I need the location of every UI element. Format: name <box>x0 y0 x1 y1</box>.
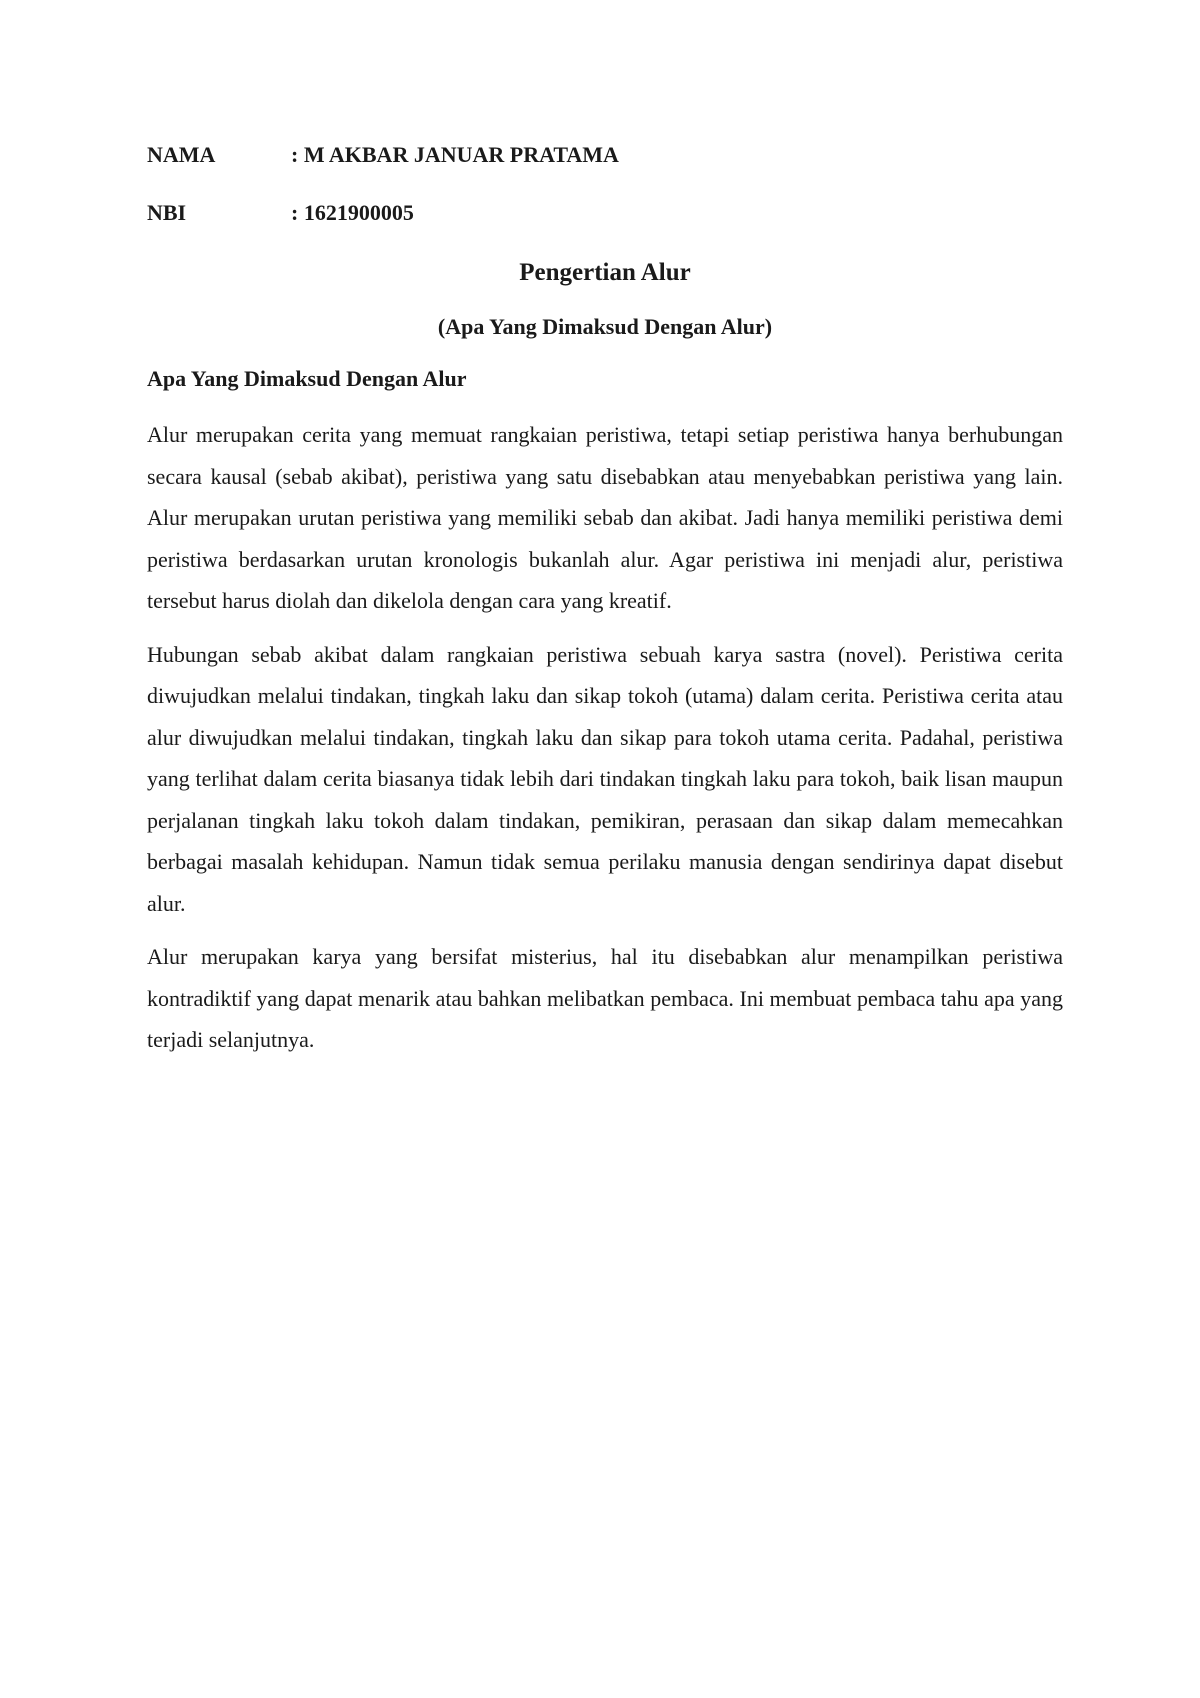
document-page <box>147 140 1063 1073</box>
nbi-row <box>147 198 1063 228</box>
paragraph-1: Alur merupakan cerita yang memuat rangkaian peristiwa, tetapi setiap peristiwa hanya berhubungan secara kausal (sebab akibat), peristiwa yang satu disebabkan atau menyebabkan peristiwa yang lain. Alur merupakan urutan peristiwa yang memiliki sebab dan akibat. Jadi hanya memiliki peristiwa demi peristiwa berdasarkan urutan kronologis bukanlah alur. Agar peristiwa ini menjadi alur, peristiwa tersebut harus diolah dan dikelola dengan cara yang kreatif. <box>147 422 1063 613</box>
nbi-value: : 1621900005 <box>291 200 414 225</box>
name-label: NAMA <box>147 142 216 167</box>
document-subtitle: (Apa Yang Dimaksud Dengan Alur) <box>437 314 773 339</box>
paragraph-2: Hubungan sebab akibat dalam rangkaian peristiwa sebuah karya sastra (novel). Peristiwa cerita diwujudkan melalui tindakan, tingkah laku dan sikap tokoh (utama) dalam cerita. Peristiwa cerita atau alur diwujudkan melalui tindakan, tingkah laku dan sikap para tokoh utama cerita. Padahal, peristiwa yang terlihat dalam cerita biasanya tidak lebih dari tindakan tingkah laku para tokoh, baik lisan maupun perjalanan tingkah laku tokoh dalam tindakan, pemikiran, perasaan dan sikap dalam memecahkan berbagai masalah kehidupan. Namun tidak semua perilaku manusia dengan sendirinya dapat disebut alur. <box>147 641 1063 916</box>
section-heading: Apa Yang Dimaksud Dengan Alur <box>147 366 467 391</box>
paragraph-3: Alur merupakan karya yang bersifat misterius, hal itu disebabkan alur menampilkan peristiwa kontradiktif yang dapat menarik atau bahkan melibatkan pembaca. Ini membuat pembaca tahu apa yang terjadi selanjutnya. <box>147 944 1063 1052</box>
name-row <box>147 140 1063 170</box>
nbi-label: NBI <box>147 200 187 225</box>
document-title: Pengertian Alur <box>519 259 691 286</box>
name-value: : M AKBAR JANUAR PRATAMA <box>291 142 619 167</box>
